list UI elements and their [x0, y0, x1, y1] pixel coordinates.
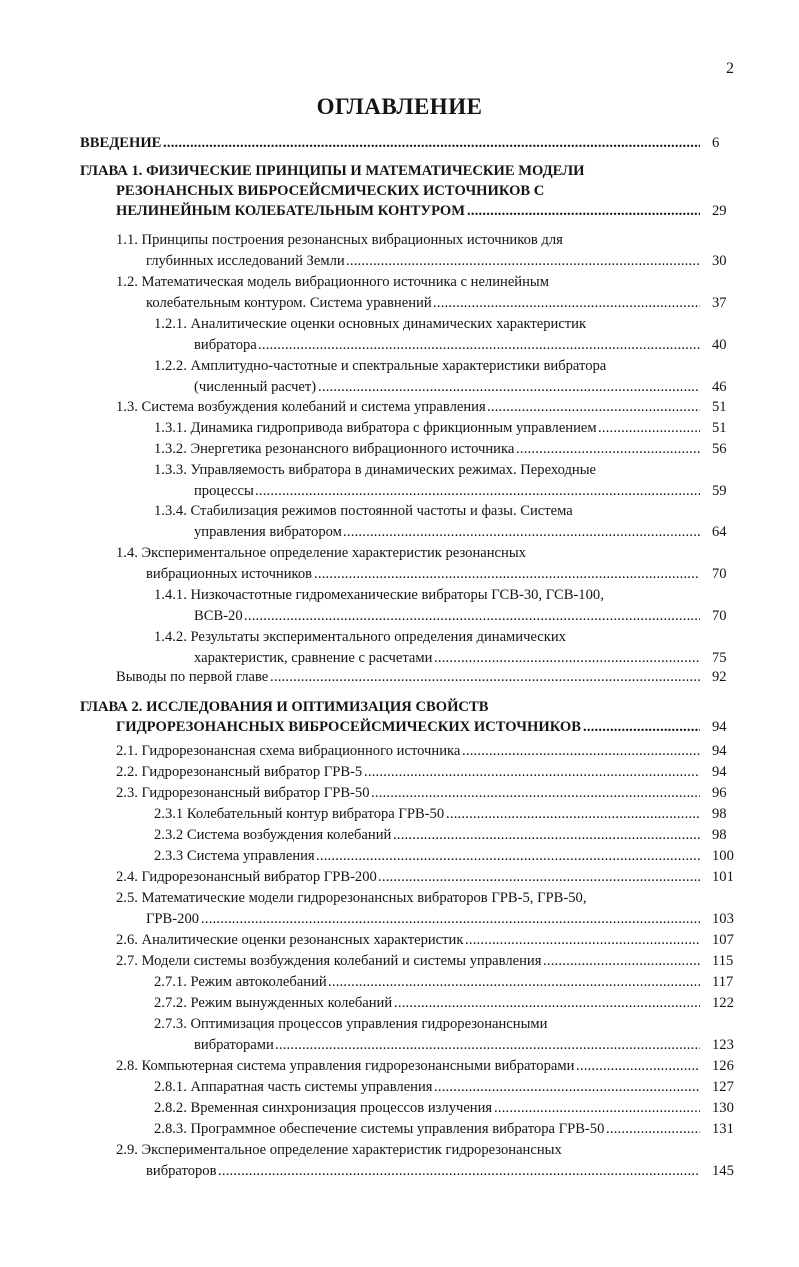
- toc-page-number: 94: [712, 764, 727, 780]
- toc-entry-text: 1.3.2. Энергетика резонансного вибрационного источника: [154, 441, 515, 457]
- toc-page-number: 130: [712, 1100, 734, 1116]
- toc-page-number: 40: [712, 337, 727, 353]
- toc-dot-leader: [275, 1035, 700, 1055]
- toc-entry-text: 2.3.2 Система возбуждения колебаний: [154, 827, 392, 843]
- toc-entry-text: 1.4.1. Низкочастотные гидромеханические вибраторы ГСВ-30, ГСВ-100,: [154, 587, 604, 603]
- toc-dot-leader: [328, 972, 700, 992]
- toc-entry-text: 2.6. Аналитические оценки резонансных характеристик: [116, 932, 464, 948]
- toc-entry-text: 1.2.2. Амплитудно-частотные и спектральные характеристики вибратора: [154, 358, 607, 374]
- page-title: ОГЛАВЛЕНИЕ: [316, 94, 483, 119]
- toc-page-number: 29: [712, 203, 727, 219]
- toc-entry-text: 1.3.3. Управляемость вибратора в динамических режимах. Переходные: [154, 462, 596, 478]
- toc-dot-leader: [543, 951, 700, 971]
- toc-page-number: 107: [712, 932, 734, 948]
- toc-page-number: 70: [712, 608, 727, 624]
- toc-page-number: 101: [712, 869, 734, 885]
- toc-entry-text: 1.1. Принципы построения резонансных вибрационных источников для: [116, 232, 563, 248]
- toc-dot-leader: [434, 648, 700, 668]
- toc-dot-leader: [255, 481, 700, 501]
- toc-dot-leader: [598, 418, 700, 438]
- toc-entry-text: 2.1. Гидрорезонансная схема вибрационного источника: [116, 743, 461, 759]
- toc-entry-text: 2.7.3. Оптимизация процессов управления гидрорезонансными: [154, 1016, 548, 1032]
- toc-dot-leader: [487, 397, 700, 417]
- toc-dot-leader: [576, 1056, 700, 1076]
- toc-page-number: 46: [712, 379, 727, 395]
- toc-entry-text: вибрационных источников: [146, 566, 313, 582]
- toc-entry-text: 2.7.2. Режим вынужденных колебаний: [154, 995, 393, 1011]
- toc-page-number: 123: [712, 1037, 734, 1053]
- toc-entry-text: вибратора: [194, 337, 257, 353]
- toc-page-number: 126: [712, 1058, 734, 1074]
- toc-dot-leader: [516, 439, 700, 459]
- toc-dot-leader: [434, 1077, 700, 1097]
- toc-entry-text: НЕЛИНЕЙНЫМ КОЛЕБАТЕЛЬНЫМ КОНТУРОМ: [116, 203, 466, 219]
- toc-entry-text: 2.8.1. Аппаратная часть системы управления: [154, 1079, 433, 1095]
- toc-page-number: 122: [712, 995, 734, 1011]
- toc-page-number: 100: [712, 848, 734, 864]
- toc-dot-leader: [244, 606, 700, 626]
- toc-entry-text: колебательным контуром. Система уравнений: [146, 295, 432, 311]
- toc-dot-leader: [378, 867, 700, 887]
- toc-page-number: 51: [712, 420, 727, 436]
- toc-page-number: 98: [712, 806, 727, 822]
- toc-entry-text: 2.8.3. Программное обеспечение системы управления вибратора ГРВ-50: [154, 1121, 605, 1137]
- toc-dot-leader: [364, 762, 700, 782]
- toc-dot-leader: [318, 377, 700, 397]
- toc-page-number: 70: [712, 566, 727, 582]
- toc-page-number: 131: [712, 1121, 734, 1137]
- toc-entry-text: вибраторов: [146, 1163, 217, 1179]
- toc-entry-text: ГЛАВА 1. ФИЗИЧЕСКИЕ ПРИНЦИПЫ И МАТЕМАТИЧЕСКИЕ МОДЕЛИ: [80, 163, 585, 179]
- toc-page-number: 145: [712, 1163, 734, 1179]
- toc-entry-text: 2.8.2. Временная синхронизация процессов излучения: [154, 1100, 493, 1116]
- toc-dot-leader: [163, 133, 700, 153]
- toc-entry-text: 2.8. Компьютерная система управления гидрорезонансными вибраторами: [116, 1058, 575, 1074]
- toc-page-number: 94: [712, 719, 727, 735]
- toc-entry-text: 2.9. Экспериментальное определение характеристик гидрорезонансных: [116, 1142, 562, 1158]
- toc-entry-text: (численный расчет): [194, 379, 317, 395]
- toc-dot-leader: [462, 741, 700, 761]
- toc-entry-text: 1.3. Система возбуждения колебаний и система управления: [116, 399, 486, 415]
- toc-dot-leader: [465, 930, 700, 950]
- toc-page-number: 6: [712, 135, 720, 151]
- toc-entry-text: 1.3.1. Динамика гидропривода вибратора с фрикционным управлением: [154, 420, 597, 436]
- toc-dot-leader: [371, 783, 700, 803]
- toc-page-number: 92: [712, 669, 727, 685]
- toc-entry-text: Выводы по первой главе: [116, 669, 269, 685]
- toc-entry-text: характеристик, сравнение с расчетами: [194, 650, 433, 666]
- toc-dot-leader: [316, 846, 700, 866]
- toc-entry-text: 1.4.2. Результаты экспериментального определения динамических: [154, 629, 566, 645]
- toc-dot-leader: [314, 564, 700, 584]
- toc-dot-leader: [258, 335, 700, 355]
- toc-page-number: 37: [712, 295, 727, 311]
- toc-entry-text: процессы: [194, 483, 254, 499]
- toc-entry-text: ГИДРОРЕЗОНАНСНЫХ ВИБРОСЕЙСМИЧЕСКИХ ИСТОЧНИКОВ: [116, 719, 582, 735]
- toc-dot-leader: [606, 1119, 700, 1139]
- toc-dot-leader: [270, 667, 700, 687]
- toc-page-number: 51: [712, 399, 727, 415]
- toc-page-number: 56: [712, 441, 727, 457]
- toc-entry-text: ГЛАВА 2. ИССЛЕДОВАНИЯ И ОПТИМИЗАЦИЯ СВОЙСТВ: [80, 699, 489, 715]
- toc-entry-text: 1.3.4. Стабилизация режимов постоянной частоты и фазы. Система: [154, 503, 573, 519]
- toc-page-number: 75: [712, 650, 727, 666]
- toc-entry-text: 1.4. Экспериментальное определение характеристик резонансных: [116, 545, 526, 561]
- toc-entry-text: 2.5. Математические модели гидрорезонансных вибраторов ГРВ-5, ГРВ-50,: [116, 890, 587, 906]
- toc-page-number: 98: [712, 827, 727, 843]
- toc-dot-leader: [218, 1161, 700, 1181]
- toc-page-number: 64: [712, 524, 727, 540]
- toc-entry-text: 2.3.3 Система управления: [154, 848, 315, 864]
- toc-entry-text: ВСВ-20: [194, 608, 243, 624]
- toc-dot-leader: [343, 522, 700, 542]
- toc-entry-text: 1.2. Математическая модель вибрационного источника с нелинейным: [116, 274, 549, 290]
- toc-entry-text: глубинных исследований Земли: [146, 253, 345, 269]
- toc-entry-text: 2.3. Гидрорезонансный вибратор ГРВ-50: [116, 785, 370, 801]
- toc-entry-text: вибраторами: [194, 1037, 274, 1053]
- toc-dot-leader: [433, 293, 700, 313]
- toc-entry-text: 2.3.1 Колебательный контур вибратора ГРВ-50: [154, 806, 445, 822]
- toc-entry-text: 2.2. Гидрорезонансный вибратор ГРВ-5: [116, 764, 363, 780]
- toc-dot-leader: [346, 251, 700, 271]
- page-number: 2: [726, 60, 734, 77]
- toc-page-number: 94: [712, 743, 727, 759]
- toc-dot-leader: [201, 909, 700, 929]
- toc-dot-leader: [446, 804, 700, 824]
- toc-page-number: 115: [712, 953, 734, 969]
- toc-page-number: 96: [712, 785, 727, 801]
- toc-dot-leader: [583, 717, 700, 737]
- toc-page-number: 103: [712, 911, 734, 927]
- toc-entry-text: управления вибратором: [194, 524, 342, 540]
- toc-entry-text: ВВЕДЕНИЕ: [80, 135, 162, 151]
- toc-dot-leader: [494, 1098, 700, 1118]
- toc-page-number: 117: [712, 974, 734, 990]
- toc-page-number: 127: [712, 1079, 734, 1095]
- toc-dot-leader: [393, 825, 700, 845]
- toc-entry-text: 1.2.1. Аналитические оценки основных динамических характеристик: [154, 316, 587, 332]
- toc-entry-text: РЕЗОНАНСНЫХ ВИБРОСЕЙСМИЧЕСКИХ ИСТОЧНИКОВ С: [116, 183, 545, 199]
- toc-dot-leader: [467, 201, 700, 221]
- toc-dot-leader: [394, 993, 700, 1013]
- toc-page-number: 30: [712, 253, 727, 269]
- toc-entry-text: 2.7. Модели системы возбуждения колебаний и системы управления: [116, 953, 542, 969]
- toc-entry-text: 2.4. Гидрорезонансный вибратор ГРВ-200: [116, 869, 377, 885]
- toc-entry-text: ГРВ-200: [146, 911, 200, 927]
- toc-page-number: 59: [712, 483, 727, 499]
- toc-entry-text: 2.7.1. Режим автоколебаний: [154, 974, 327, 990]
